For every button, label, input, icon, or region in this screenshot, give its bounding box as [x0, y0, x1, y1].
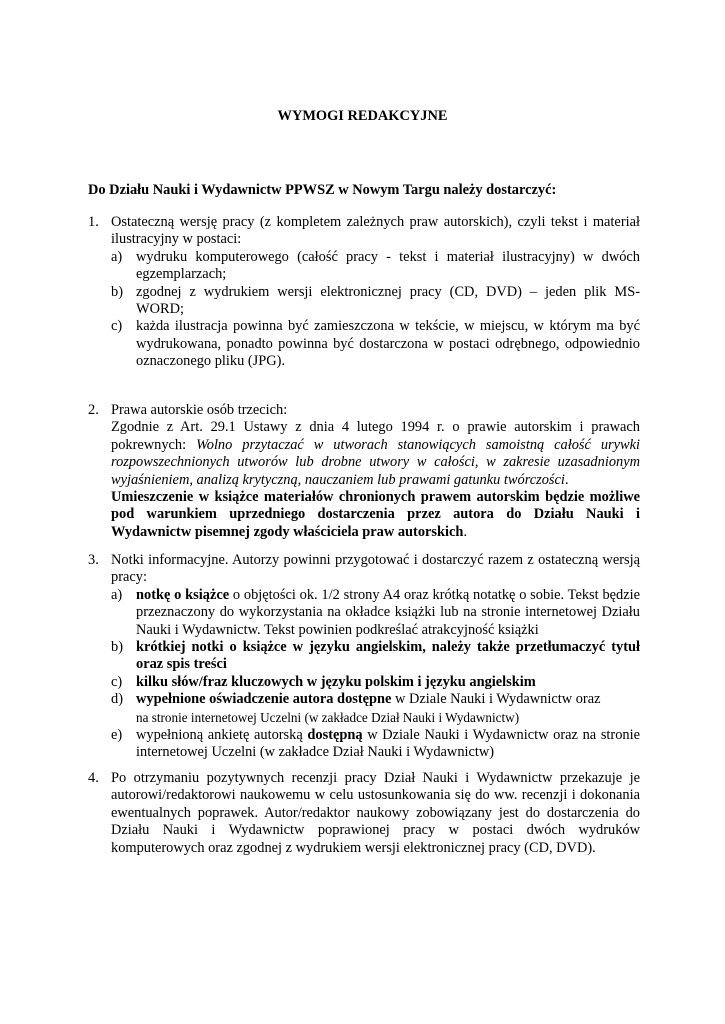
list-letter: c)	[111, 318, 123, 335]
list-item	[111, 674, 640, 691]
section-number: 1.	[88, 214, 99, 230]
section-2	[88, 402, 640, 541]
legal-reference: Zgodnie z Art. 29.1 Ustawy z dnia 4 lutego 1994 r. o prawie autorskim i prawach pokrewnych:	[111, 419, 640, 453]
list-text-bold: notkę o książce	[136, 586, 230, 603]
intro-heading: Do Działu Nauki i Wydawnictw PPWSZ w Nowym Targu należy dostarczyć:	[88, 182, 557, 198]
section-number: 4.	[88, 770, 99, 786]
section-text	[111, 419, 640, 489]
list-text: o objętości ok. 1/2 strony A4 oraz krótką notatkę o sobie. Tekst będzie przeznaczony do wykorzystania na okładce książki lub na stronie internetowej Działu Nauki i Wydawnictw. Tekst powinien podkreślać atrakcyjność książki	[136, 586, 640, 638]
list-letter: d)	[111, 691, 123, 708]
list-text: wydruku komputerowego (całość pracy - tekst i materiał ilustracyjny) w dwóch egzemplarzach;	[136, 248, 640, 283]
list-item	[111, 691, 640, 727]
list-text-bold: dostępną	[307, 727, 363, 744]
list-item	[111, 249, 640, 284]
list-text: każda ilustracja powinna być zamieszczona w tekście, w miejscu, w którym ma być wydrukowana, ponadto powinna być dostarczona w postaci odrębnego, odpowiednio oznaczonego pliku (JPG).	[136, 318, 640, 370]
list-text: w Dziale Nauki i Wydawnictw oraz	[391, 691, 601, 708]
law-quote: Wolno przytaczać w utworach stanowiących samoistną całość urywki rozpowszechnionych utworów lub drobne utwory w całości, w zakresie uzasadnionym wyjaśnieniem, analizą krytyczną, nauczaniem lub prawami gatunku twórczości	[111, 436, 641, 488]
section-number: 3.	[88, 552, 99, 568]
section-text	[111, 489, 640, 541]
punctuation: .	[463, 523, 468, 540]
list-text-bold: wypełnione oświadczenie autora dostępne	[136, 691, 392, 708]
list-item	[111, 284, 640, 319]
list-letter: c)	[111, 673, 123, 690]
list-text-bold: kilku słów/fraz kluczowych w języku polskim i języku angielskim	[136, 673, 536, 690]
list-text: zgodnej z wydrukiem wersji elektronicznej pracy (CD, DVD) – jeden plik MS-WORD;	[136, 283, 640, 318]
list-item	[111, 587, 640, 639]
section-text: Po otrzymaniu pozytywnych recenzji pracy Dział Nauki i Wydawnictw przekazuje je autorowi/redaktorowi naukowemu w celu ustosunkowania się do ww. recenzji i dokonania ewentualnych poprawek. Autor/redaktor naukowy zobowiązany jest do dostarczenia do Działu Nauki i Wydawnictw poprawionej pracy w postaci dwóch wydruków komputerowych oraz zgodnej z wydrukiem wersji elektronicznej pracy (CD, DVD).	[111, 770, 640, 856]
list-letter: b)	[111, 639, 123, 656]
list-item	[111, 318, 640, 370]
copyright-notice: Umieszczenie w książce materiałów chronionych prawem autorskim będzie możliwe pod warunkiem uprzedniego dostarczenia przez autora do Działu Nauki i Wydawnictw pisemnej zgody właściciela praw autorskich	[111, 489, 640, 540]
list-letter: a)	[111, 248, 123, 265]
punctuation: .	[564, 471, 569, 488]
section-text: Notki informacyjne. Autorzy powinni przygotować i dostarczyć razem z ostateczną wersją pracy:	[111, 552, 640, 586]
section-3	[88, 552, 640, 762]
section-text: Ostateczną wersję pracy (z kompletem zależnych praw autorskich), czyli tekst i materiał ilustracyjny w postaci:	[111, 214, 640, 248]
section-number: 2.	[88, 402, 99, 418]
list-item	[111, 727, 640, 762]
list-text: na stronie internetowej Uczelni (w zakładce Dział Nauki i Wydawnictw)	[136, 709, 520, 725]
list-text: w Dziale Nauki i Wydawnictw oraz na stronie internetowej Uczelni (w zakładce Dział Nauki i Wydawnictw)	[136, 727, 640, 761]
page-title: WYMOGI REDAKCYJNE	[277, 108, 448, 124]
list-letter: b)	[111, 283, 123, 300]
list-text-bold: krótkiej notki o książce w języku angielskim, należy także przetłumaczyć tytuł oraz spis treści	[136, 639, 640, 673]
list-text: wypełnioną ankietę autorską	[136, 727, 308, 744]
list-letter: a)	[111, 586, 123, 603]
list-item	[111, 639, 640, 674]
section-heading: Prawa autorskie osób trzecich:	[111, 402, 288, 418]
list-letter: e)	[111, 727, 123, 744]
section-4	[88, 770, 640, 857]
section-1	[88, 214, 640, 371]
